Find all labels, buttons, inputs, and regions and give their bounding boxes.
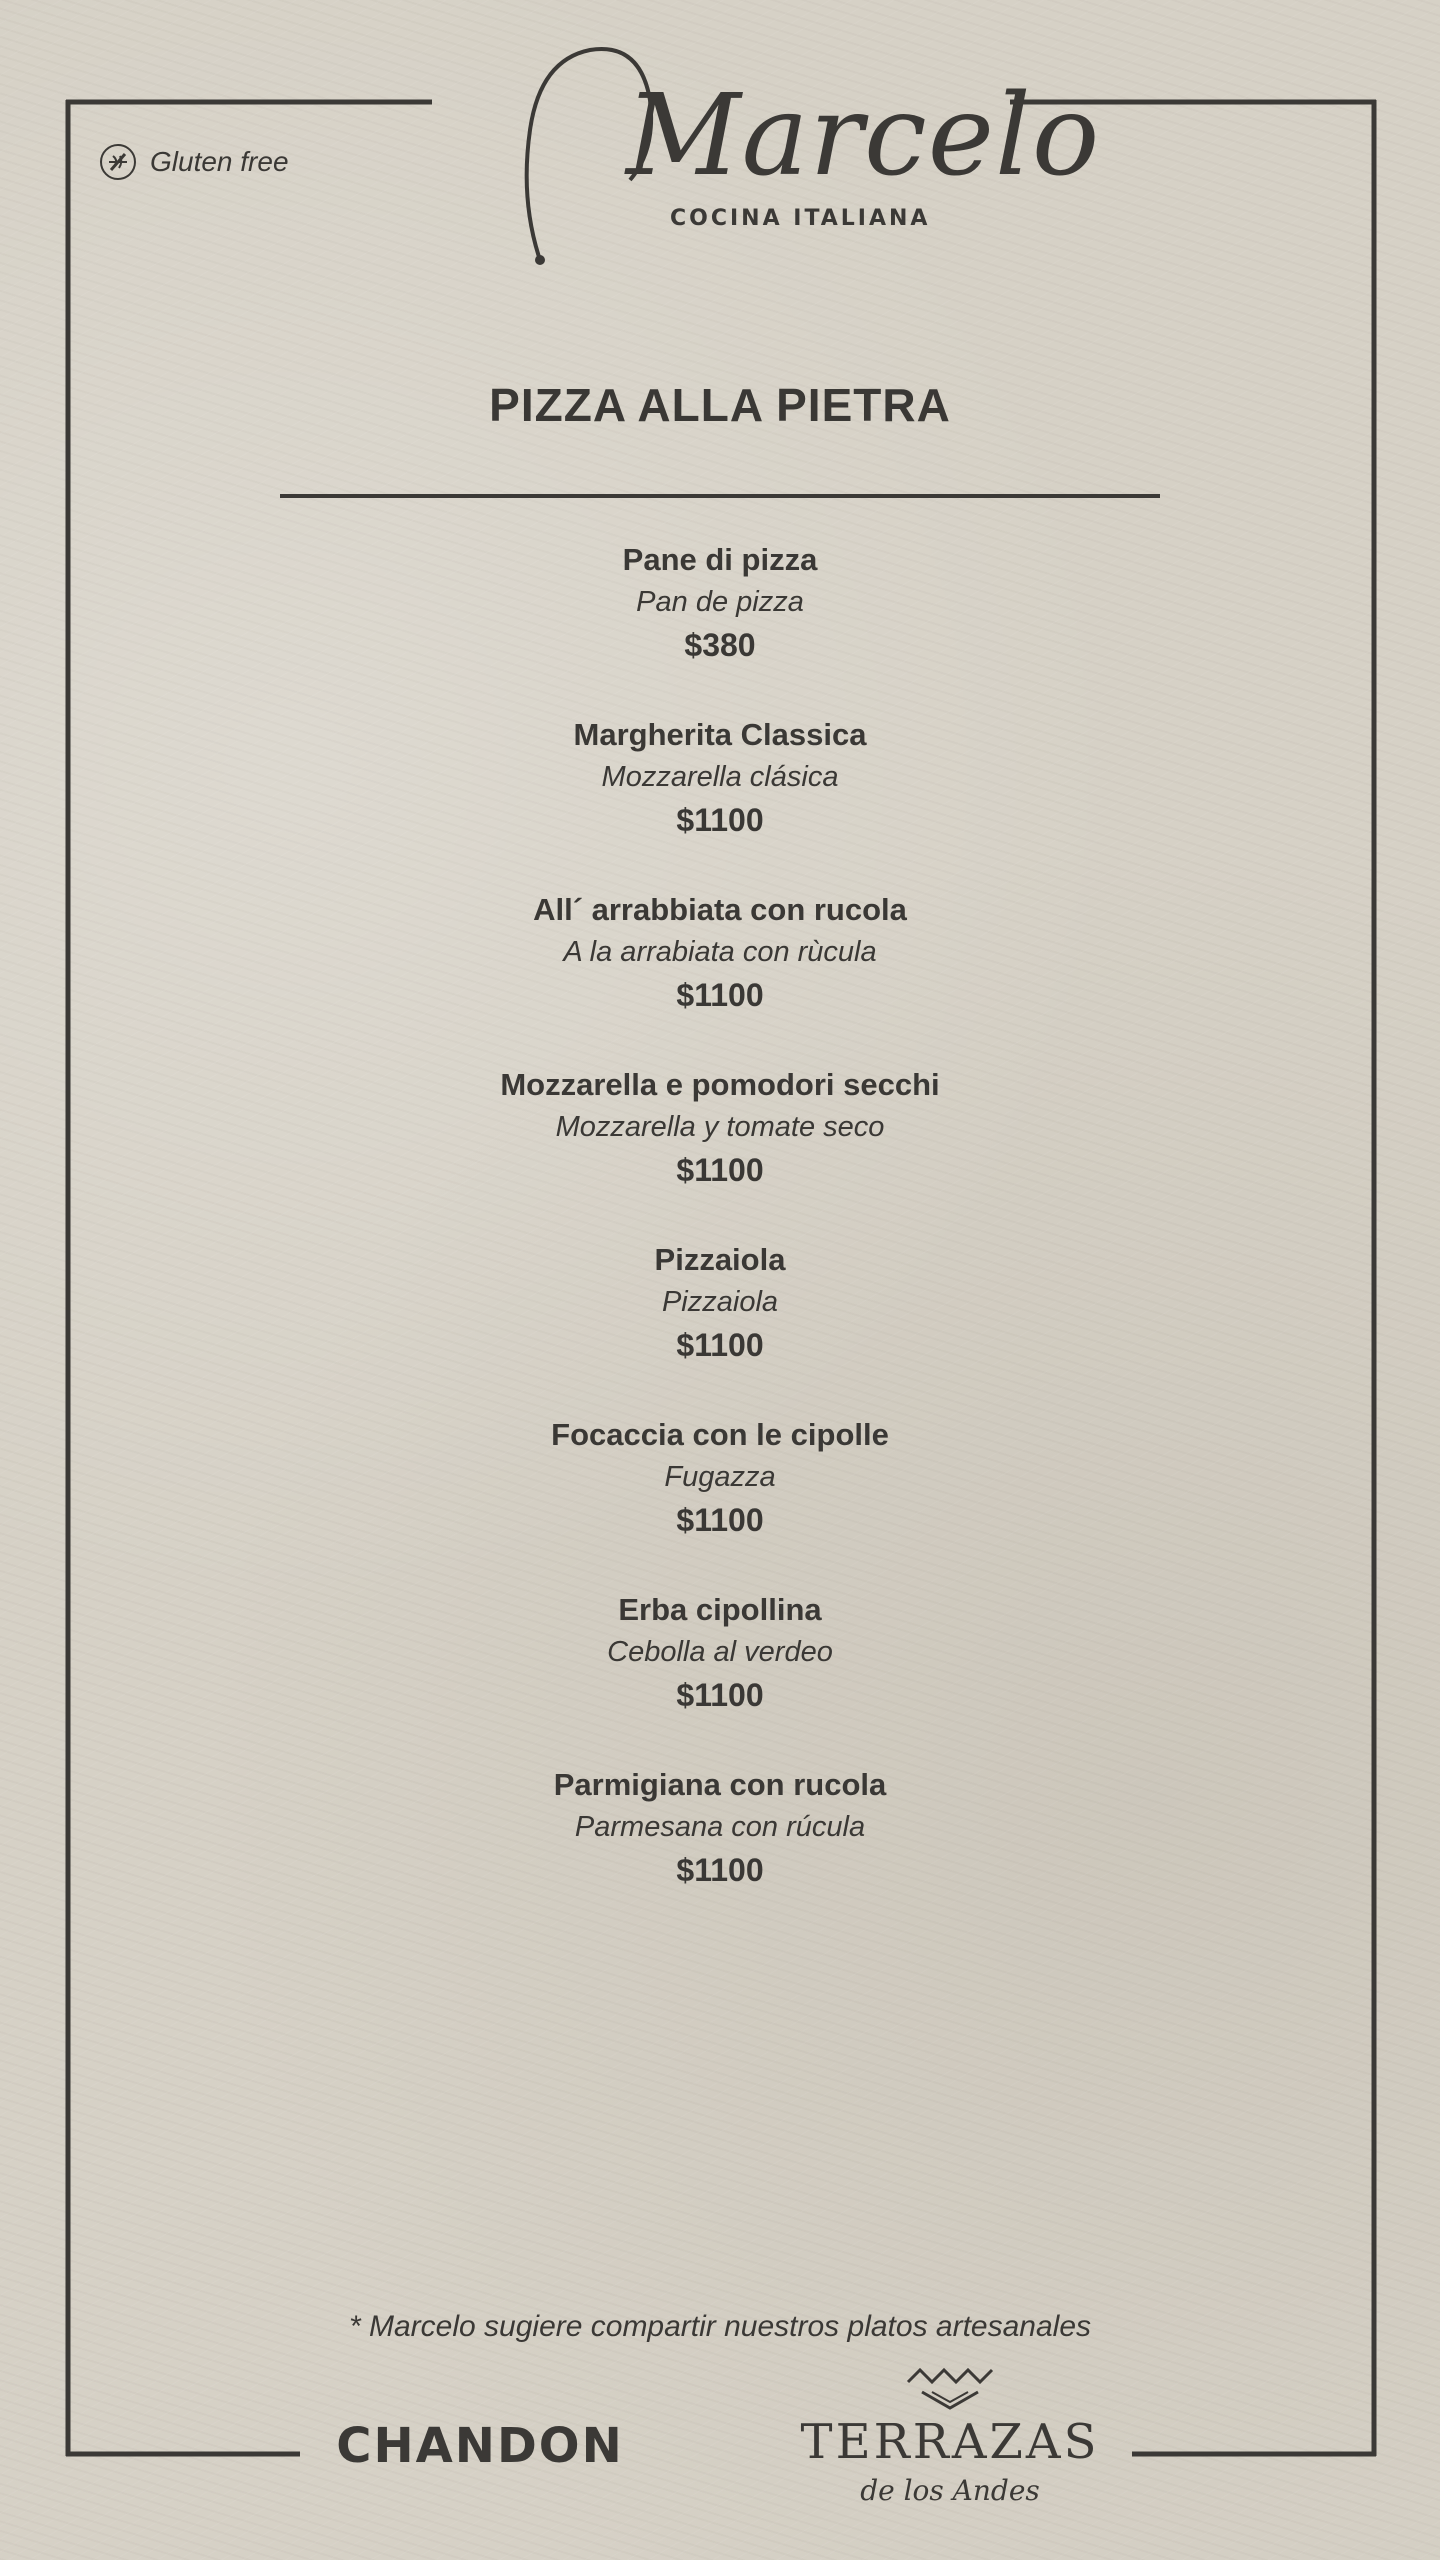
- item-name: Parmigiana con rucola: [553, 1767, 887, 1802]
- item-description: Parmesana con rúcula: [574, 1811, 866, 1843]
- item-description: Pan de pizza: [636, 586, 804, 618]
- title-divider: [280, 494, 1160, 498]
- marcelo-logo: [500, 20, 1101, 270]
- item-description: Fugazza: [664, 1461, 776, 1493]
- item-name: Margherita Classica: [573, 717, 867, 752]
- gluten-free-legend: [98, 142, 289, 182]
- item-price: $1100: [676, 1852, 764, 1888]
- menu-item: [0, 1588, 1440, 1763]
- item-price: $1100: [676, 1327, 764, 1363]
- item-name: Erba cipollina: [618, 1592, 822, 1627]
- item-name: All´ arrabbiata con rucola: [533, 892, 907, 927]
- gluten-free-icon: [98, 142, 138, 182]
- menu-item: [0, 1238, 1440, 1413]
- item-price: $1100: [676, 1677, 764, 1713]
- gluten-free-label: Gluten free: [150, 146, 289, 177]
- item-price: $1100: [676, 1502, 764, 1538]
- item-name: Focaccia con le cipolle: [551, 1417, 889, 1452]
- menu-list: [0, 538, 1440, 1938]
- sharing-footnote: * Marcelo sugiere compartir nuestros platos artesanales: [348, 2310, 1092, 2343]
- item-description: Pizzaiola: [661, 1286, 779, 1318]
- item-description: Mozzarella y tomate seco: [555, 1111, 885, 1143]
- menu-item: [0, 1413, 1440, 1588]
- item-name: Mozzarella e pomodori secchi: [500, 1067, 940, 1102]
- menu-item: [0, 1063, 1440, 1238]
- item-price: $380: [684, 627, 756, 663]
- item-price: $1100: [676, 1152, 764, 1188]
- item-description: A la arrabiata con rùcula: [563, 936, 877, 968]
- terrazas-logo: TERRAZAS: [800, 2414, 1100, 2470]
- menu-item: [0, 1763, 1440, 1938]
- menu-item: [0, 538, 1440, 713]
- brand-tagline: COCINA ITALIANA: [670, 206, 931, 231]
- chandon-logo: CHANDON: [336, 2418, 624, 2474]
- item-description: Cebolla al verdeo: [607, 1636, 833, 1668]
- menu-item: [0, 713, 1440, 888]
- item-price: $1100: [676, 977, 764, 1013]
- item-price: $1100: [676, 802, 764, 838]
- item-name: Pizzaiola: [654, 1242, 786, 1277]
- brand-name: Marcelo: [626, 71, 1101, 201]
- item-description: Mozzarella clásica: [601, 761, 839, 793]
- item-name: Pane di pizza: [622, 542, 818, 577]
- menu-item: [0, 888, 1440, 1063]
- section-title: PIZZA ALLA PIETRA: [489, 379, 951, 431]
- terrazas-subtitle: de los Andes: [860, 2474, 1040, 2507]
- terrazas-emblem-icon: [902, 2362, 998, 2412]
